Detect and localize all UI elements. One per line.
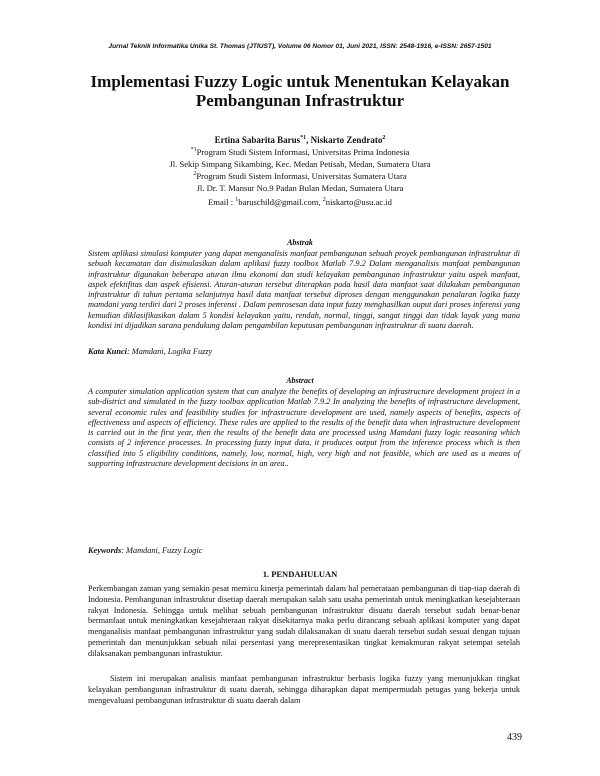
email-2: niskarto@usu.ac.id [325, 197, 392, 207]
abstrak-heading: Abstrak [287, 238, 313, 247]
abstract-text: A computer simulation application system that can analyze the benefits of developing an infrastructure development project in a sub-district and simulated in the fuzzy toolbox application Matlab 7.9.2 In analyzing the benefits of infrastructure development, several economic rules and feasibility studies for infrastructure development are used, namely aspects of benefits, aspects of effectiveness and aspects of efficiency. These rules are applied to the results of the benefit data when infrastructure development is carried out in the first year, then the results of the benefit data are processed using Mamdani fuzzy logic reasoning which consists of 2 inference processes. In processing fuzzy input data, it produces output from the inference process which is then classified into 5 eligibility conditions, namely, low, normal, high, very high and not feasible, which are used as a means of supporting infrastructure development decisions in an area.. [88, 387, 520, 469]
author-1: Ertina Sabarita Barus [214, 135, 301, 145]
title-line-2: Pembangunan Infrastruktur [195, 91, 405, 110]
affiliation-1: $^{*1}$Program Studi Sistem Informasi, Universitas Prima Indonesia [190, 147, 410, 157]
abstract-heading: Abstract [286, 376, 314, 385]
abstrak-text: Sistem aplikasi simulasi komputer yang dapat menganalisis manfaat pembangunan sebuah proyek pembangunan infrastruktur di sebuah kecamatan dan disimulasikan dalam aplikasi fuzzy toolbox Matlab 7.9.2 Dalam menganalisis manfaat pembangunan infrastruktur digunakan beberapa aturan ilmu ekonomi dan studi kelayakan pembangunan infrastruktur yaitu aspek manfaat, aspek efektifitas dan aspek efisiensi. Aturan-aturan tersebut diterapkan pada hasil data manfaat saat dilakukan pembangunan infrastruktur di tahun pertama selanjutnya hasil data manfaat tersebut diproses dengan menggunakan penalaran logika fuzzy mamdani yang terdiri dari 2 proses inferensi . Dalam pemrosesan data input fuzzy menghasilkan ouput dari proses inferensi yang kemudian diklasifikasikan dalam 5 kondisi kelayakan yaitu, rendah, normal, tinggi, sangat tinggi dan tidak layak yang mana kondisi ini dijadikan sarana pendukung dalam pengambilan keputusan pembangunan infrastruktur di suatu daerah. [88, 249, 520, 331]
email-1: baruschild@gmail.com, [238, 197, 321, 207]
affiliation-2-address: Jl. Dr. T. Mansur No.9 Padan Bulan Medan, Sumatera Utara [196, 183, 404, 193]
author-list: Ertina Sabarita Barus$^{*1}$, Niskarto Zendrato$^2$ [214, 135, 386, 145]
section-heading-pendahuluan: 1. PENDAHULUAN [262, 569, 338, 579]
body-paragraph-1: Perkembangan zaman yang semakin pesat memicu kinerja pemerintah dalam hal pemerataan pembangunan di tiap-tiap daerah di Indonesia. Pembangunan infrastruktur disetiap daerah merupakan salah satu usaha pemerintah untuk meningkatkan kesejahteraan rakyat Indonesia. Sehingga untuk melihat sebuah pembangunan infrastruktur disuatu daerah tersebut sudah benar-benar bermanfaat untuk meningkatkan kesejahteraan rakyat disekitarnya maka perlu dirancang sebuah aplikasi komputer yang dapat menganalisis manfaat pembangunan infrastruktur yang sudah dilaksanakan di suatu daerah tersebut sudah sesuai dengan tujuan pemerintah dan menunjukkan sebuah nilai persentasi yang merepresentasikan tingkat kemakmuran rakyat setempat setelah dilaksanakan pembangunan infrastuktur. [88, 584, 520, 658]
kata-kunci: Kata Kunci: Mamdani, Logika Fuzzy [88, 347, 213, 356]
body-paragraph-2: Sistem ini merupakan analisis manfaat pembangunan infrastruktur berbasis logika fuzzy yang menunjukkan tingkat kelayakan pembangunan infrastruktur di suatu daerah, sehingga diharapkan dapat mempermudah petugas yang bekerja untuk mengevaluasi pembangunan infrastruktur di suatu daerah dalam [88, 674, 520, 705]
author-1-sup: *1 [300, 135, 307, 141]
author-2-sup: 2 [382, 135, 386, 141]
keywords: Keywords: Mamdani, Fuzzy Logic [88, 546, 203, 555]
affiliation-1-address: Jl. Sekip Simpang Sikambing, Kec. Medan Petisah, Medan, Sumatera Utara [169, 159, 431, 169]
title-line-1: Implementasi Fuzzy Logic untuk Menentukan Kelayakan [90, 72, 510, 91]
page-number: 439 [507, 732, 522, 743]
affiliation-2: $^2$Program Studi Sistem Informasi, Universitas Sumatera Utara [193, 171, 407, 181]
journal-header: Jurnal Teknik Informatika Unika St. Thomas (JTIUST), Volume 06 Nomor 01, Juni 2021, ISSN: 2548-1916, e-ISSN: 2657-1501 [108, 43, 492, 50]
email-line: Email : $^1$baruschild@gmail.com, $^2$niskarto@usu.ac.id [208, 197, 392, 207]
paper-title [60, 72, 540, 110]
author-2: Niskarto Zendrato [310, 135, 383, 145]
